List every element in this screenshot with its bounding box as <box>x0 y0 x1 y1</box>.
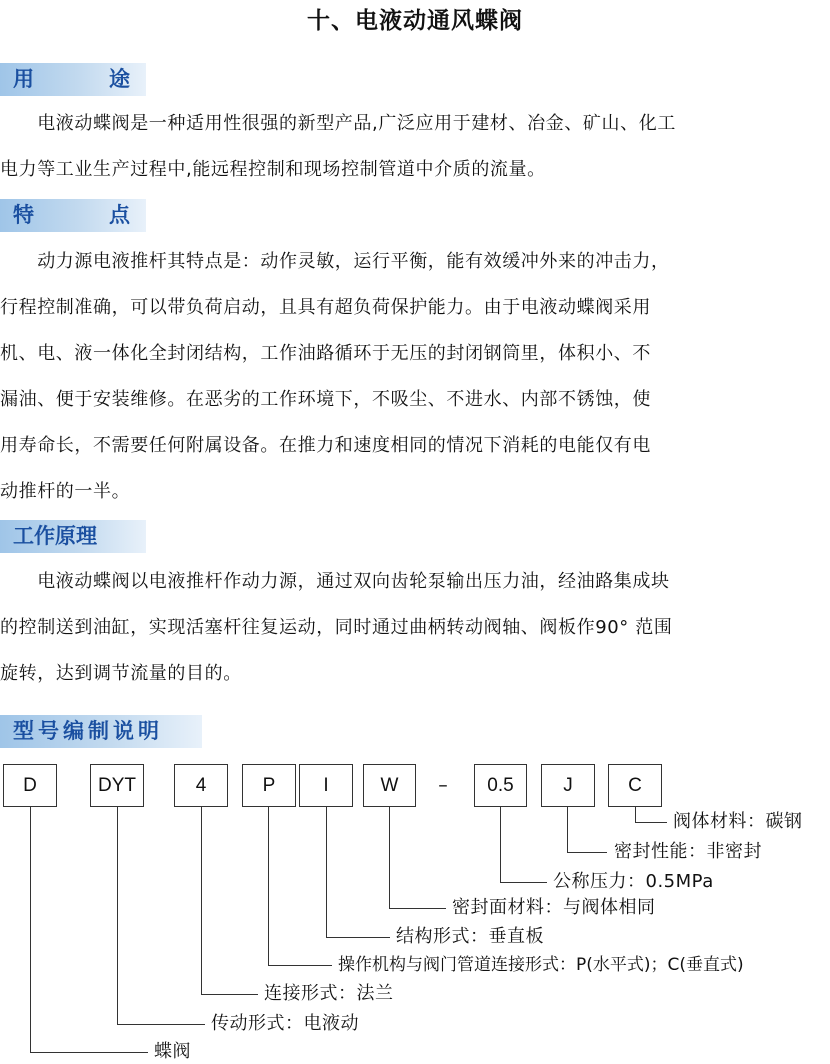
connector-line <box>201 994 258 995</box>
connector-line <box>635 807 636 822</box>
code-box: C <box>608 764 662 807</box>
code-box: D <box>3 764 57 807</box>
section-heading-usage <box>0 63 146 96</box>
code-box: 0.5 <box>474 764 527 807</box>
code-box: P <box>242 764 296 807</box>
connector-line <box>201 807 202 994</box>
heading-char: 点 <box>109 203 130 227</box>
connector-line <box>117 1024 205 1025</box>
code-label: 传动形式：电液动 <box>211 1013 359 1034</box>
text-line: 动力源电液推杆其特点是：动作灵敏，运行平衡，能有效缓冲外来的冲击力， <box>0 251 670 272</box>
code-label: 蝶阀 <box>154 1041 191 1062</box>
section-heading-principle: 工作原理 <box>0 520 146 553</box>
connector-line <box>30 807 31 1052</box>
connector-line <box>30 1052 148 1053</box>
code-label: 公称压力：0.5MPa <box>553 871 714 892</box>
code-box: J <box>541 764 595 807</box>
text-line: 旋转，达到调节流量的目的。 <box>0 663 242 684</box>
code-label: 结构形式：垂直板 <box>396 926 544 947</box>
code-box: DYT <box>90 764 144 807</box>
text-line: 电液动蝶阀是一种适用性很强的新型产品,广泛应用于建材、冶金、矿山、化工 <box>0 113 676 134</box>
usage-paragraph <box>0 101 830 193</box>
code-separator: – <box>438 774 448 796</box>
text-line: 漏油、便于安装维修。在恶劣的工作环境下，不吸尘、不进水、内部不锈蚀，使 <box>0 389 651 410</box>
text-line: 的控制送到油缸，实现活塞杆往复运动，同时通过曲柄转动阀轴、阀板作90° 范围 <box>0 617 673 638</box>
text-line: 用寿命长，不需要任何附属设备。在推力和速度相同的情况下消耗的电能仅有电 <box>0 435 651 456</box>
text-line: 动推杆的一半。 <box>0 481 131 502</box>
connector-line <box>635 822 667 823</box>
connector-line <box>567 852 607 853</box>
connector-line <box>500 882 547 883</box>
features-paragraph <box>0 239 830 515</box>
connector-line <box>326 937 390 938</box>
connector-line <box>326 807 327 937</box>
principle-paragraph <box>0 559 830 697</box>
page-title: 十、电液动通风蝶阀 <box>307 8 523 34</box>
code-label: 连接形式：法兰 <box>264 983 394 1004</box>
text-line: 行程控制准确，可以带负荷启动，且具有超负荷保护能力。由于电液动蝶阀采用 <box>0 297 651 318</box>
code-label: 密封性能：非密封 <box>614 841 762 862</box>
code-box: I <box>299 764 353 807</box>
heading-char: 特 <box>13 203 34 227</box>
connector-line <box>268 807 269 965</box>
text-line: 机、电、液一体化全封闭结构，工作油路循环于无压的封闭钢筒里，体积小、不 <box>0 343 651 364</box>
text-line: 电力等工业生产过程中,能远程控制和现场控制管道中介质的流量。 <box>0 159 546 180</box>
connector-line <box>567 807 568 852</box>
heading-char: 用 <box>13 67 34 91</box>
section-heading-model: 型号编制说明 <box>0 715 202 748</box>
code-label: 密封面材料：与阀体相同 <box>452 897 656 918</box>
heading-char: 途 <box>109 67 130 91</box>
code-box: 4 <box>174 764 228 807</box>
code-label: 阀体材料：碳钢 <box>673 811 803 832</box>
text-line: 电液动蝶阀以电液推杆作动力源，通过双向齿轮泵输出压力油，经油路集成块 <box>0 571 670 592</box>
code-box: W <box>363 764 416 807</box>
code-label: 操作机构与阀门管道连接形式：P(水平式)；C(垂直式) <box>338 955 744 975</box>
connector-line <box>268 965 332 966</box>
connector-line <box>389 908 446 909</box>
connector-line <box>389 807 390 908</box>
connector-line <box>117 807 118 1024</box>
connector-line <box>500 807 501 882</box>
section-heading-features <box>0 199 146 232</box>
